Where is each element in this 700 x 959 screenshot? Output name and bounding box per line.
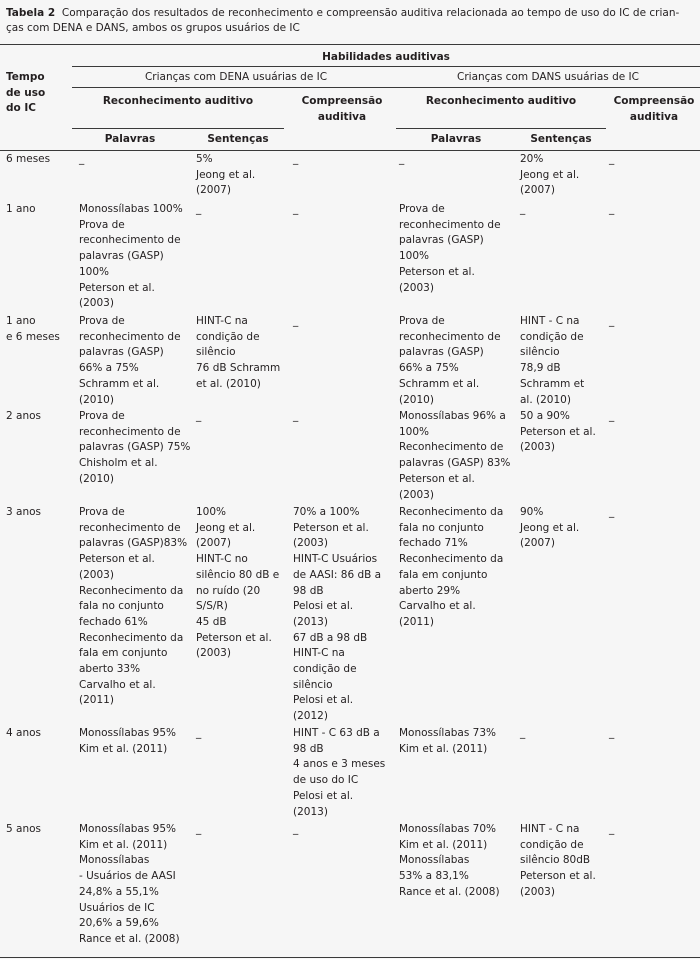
rule-dans-reconhecimento	[396, 128, 606, 129]
cell-dans-compreensao: _	[609, 727, 615, 739]
cell-dena-compreensao: HINT - C 63 dB a 98 dB 4 anos e 3 meses de uso do IC Pelosi et al. (2013)	[293, 727, 386, 818]
header-dans-sentencas: Sentenças	[530, 133, 592, 145]
table-caption	[0, 0, 700, 36]
cell-dena-palavras: Prova de reconhecimento de palavras (GASP)83% Peterson et al. (2003) Reconhecimento da fala no conjunto fechado 61% Reconhecimento da fala em conjunto aberto 33% Carvalho et al. (2011)	[79, 506, 188, 707]
cell-dena-compreensao: _	[293, 315, 299, 327]
table-label: Tabela 2	[6, 7, 56, 19]
cell-dans-compreensao: _	[609, 203, 615, 215]
header-dans-compreensao: Compreensão auditiva	[613, 95, 695, 123]
cell-dans-palavras: Prova de reconhecimento de palavras (GASP) 66% a 75% Schramm et al. (2010)	[399, 315, 501, 406]
rule-top	[0, 44, 700, 45]
cell-tempo: 2 anos	[6, 410, 42, 422]
cell-dena-palavras: Monossílabas 100% Prova de reconhecimento de palavras (GASP) 100% Peterson et al. (2003)	[79, 203, 183, 310]
cell-dena-sentencas: _	[196, 823, 202, 835]
cell-dans-palavras: Reconhecimento da fala no conjunto fechado 71% Reconhecimento da fala em conjunto aberto 29% Carvalho et al. (2011)	[399, 506, 504, 628]
cell-dena-palavras: Monossílabas 95% Kim et al. (2011) Monossílabas - Usuários de AASI 24,8% a 55,1% Usuários de IC 20,6% a 59,6% Rance et al. (2008)	[79, 823, 180, 945]
cell-dena-compreensao: _	[293, 153, 299, 165]
header-dans-reconhecimento: Reconhecimento auditivo	[425, 95, 577, 107]
cell-dans-sentencas: HINT - C na condição de silêncio 80dB Peterson et al. (2003)	[520, 823, 596, 898]
cell-dans-sentencas: HINT - C na condição de silêncio 78,9 dB Schramm et al. (2010)	[520, 315, 585, 406]
header-habilidades: Habilidades auditivas	[322, 51, 450, 63]
header-tempo: Tempo de uso do IC	[6, 71, 46, 115]
cell-dans-palavras: Prova de reconhecimento de palavras (GASP) 100% Peterson et al. (2003)	[399, 203, 501, 294]
cell-dena-sentencas: _	[196, 203, 202, 215]
cell-dans-compreensao: _	[609, 315, 615, 327]
cell-dena-compreensao: 70% a 100% Peterson et al. (2003) HINT-C Usuários de AASI: 86 dB a 98 dB Pelosi et al. (2013) 67 dB a 98 dB HINT-C na condição de silêncio Pelosi et al. (2012)	[293, 506, 382, 723]
cell-dans-palavras: Monossílabas 70% Kim et al. (2011) Monossílabas 53% a 83,1% Rance et al. (2008)	[399, 823, 500, 898]
cell-dans-palavras: Monossílabas 96% a 100% Reconhecimento de palavras (GASP) 83% Peterson et al. (2003)	[399, 410, 511, 501]
cell-dans-sentencas: _	[520, 727, 526, 739]
header-dena-palavras: Palavras	[104, 133, 156, 145]
header-dena-compreensao: Compreensão auditiva	[301, 95, 383, 123]
cell-dena-palavras: Monossílabas 95% Kim et al. (2011)	[79, 727, 177, 755]
header-dans-group: Crianças com DANS usuárias de IC	[457, 71, 639, 83]
header-dena-group: Crianças com DENA usuárias de IC	[144, 71, 328, 83]
rule-groups	[72, 87, 700, 88]
cell-dena-palavras: _	[79, 153, 85, 165]
cell-tempo: 6 meses	[6, 153, 51, 165]
cell-dena-sentencas: _	[196, 410, 202, 422]
cell-dena-compreensao: _	[293, 203, 299, 215]
cell-dans-compreensao: _	[609, 410, 615, 422]
rule-header-bottom	[0, 150, 700, 151]
cell-dans-sentencas: 90% Jeong et al. (2007)	[520, 506, 580, 550]
cell-dans-compreensao: _	[609, 153, 615, 165]
cell-tempo: 1 ano e 6 meses	[6, 315, 60, 343]
cell-tempo: 1 ano	[6, 203, 36, 215]
cell-dena-sentencas: _	[196, 727, 202, 739]
cell-dena-palavras: Prova de reconhecimento de palavras (GASP) 75% Chisholm et al. (2010)	[79, 410, 191, 485]
cell-dans-compreensao: _	[609, 506, 615, 518]
table-title: Comparação dos resultados de reconhecimento e compreensão auditiva relacionada ao tempo de uso do IC de crian- ças com DENA e DANS, ambos os grupos usuários de IC	[6, 7, 680, 34]
cell-tempo: 3 anos	[6, 506, 42, 518]
cell-tempo: 5 anos	[6, 823, 42, 835]
cell-dena-palavras: Prova de reconhecimento de palavras (GASP) 66% a 75% Schramm et al. (2010)	[79, 315, 181, 406]
cell-dena-compreensao: _	[293, 823, 299, 835]
cell-dans-palavras: _	[399, 153, 405, 165]
cell-dans-sentencas: _	[520, 203, 526, 215]
cell-dans-palavras: Monossílabas 73% Kim et al. (2011)	[399, 727, 497, 755]
cell-dans-sentencas: 20% Jeong et al. (2007)	[520, 153, 580, 197]
rule-dena-reconhecimento	[72, 128, 284, 129]
cell-dena-sentencas: 5% Jeong et al. (2007)	[196, 153, 256, 197]
rule-habilidades	[72, 66, 700, 67]
cell-dans-sentencas: 50 a 90% Peterson et al. (2003)	[520, 410, 596, 454]
header-dena-sentencas: Sentenças	[207, 133, 269, 145]
cell-dans-compreensao: _	[609, 823, 615, 835]
cell-tempo: 4 anos	[6, 727, 42, 739]
cell-dena-sentencas: 100% Jeong et al. (2007) HINT-C no silêncio 80 dB e no ruído (20 S/S/R) 45 dB Peterson et al. (2003)	[196, 506, 280, 660]
cell-dena-compreensao: _	[293, 410, 299, 422]
header-dena-reconhecimento: Reconhecimento auditivo	[102, 95, 254, 107]
rule-bottom	[0, 957, 700, 958]
cell-dena-sentencas: HINT-C na condição de silêncio 76 dB Schramm et al. (2010)	[196, 315, 281, 390]
header-dans-palavras: Palavras	[430, 133, 482, 145]
